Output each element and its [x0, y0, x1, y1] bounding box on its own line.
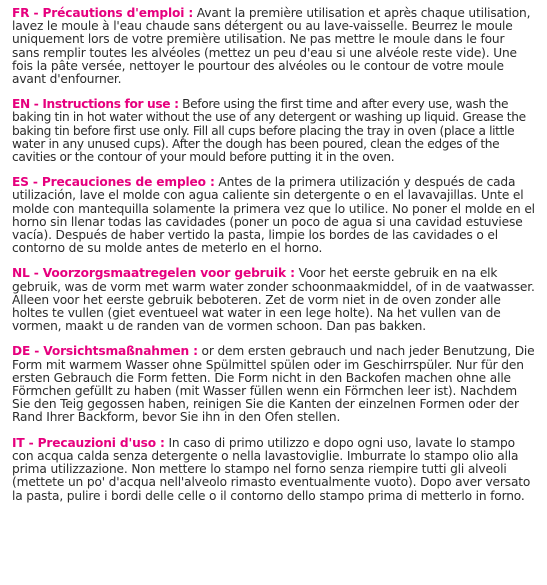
section-it-text: In caso di primo utilizzo e dopo ogni uso, lavate lo stampo con acqua calda senza detergente o nella lavastoviglie. Imburrate lo stampo olio alla prima utilizzazione. Non mettere lo stampo nel forno senza riempire tutti gli alveoli (mettete un po' d'acqua nell'alveolo rimasto eventualmente vuoto). Dopo aver versato la pasta, pulire i bordi delle celle o il contorno dello stampo prima di metterlo in forno.	[12, 435, 531, 503]
section-es	[12, 176, 535, 255]
section-fr-label: FR - Précautions d'emploi :	[12, 6, 194, 20]
section-nl	[12, 267, 535, 333]
section-it	[12, 437, 535, 503]
section-es-text: Antes de la primera utilización y después de cada utilización, lave el molde con agua caliente sin detergente o en el lavavajillas. Unte el molde con mantequilla solamente la primera vez que lo utilice. No poner el molde en el horno sin llenar todas las cavidades (poner un poco de agua si una cavidad estuviese vacía). Después de haber vertido la pasta, limpie los bordes de las cavidades o el contorno de su molde antes de meterlo en el horno.	[12, 175, 535, 256]
section-fr-text: Avant la première utilisation et après chaque utilisation, lavez le moule à l'eau chaude sans détergent ou au lave-vaisselle. Beurrez le moule uniquement lors de votre première utilisation. Ne pas mettre le moule dans le four sans remplir toutes les alvéoles (mettez un peu d'eau si une alvéole reste vide). Une fois la pâte versée, nettoyer le pourtour des alvéoles ou le contour de votre moule avant d'enfourner.	[12, 6, 531, 87]
section-es-label: ES - Precauciones de empleo :	[12, 175, 215, 190]
section-de-label: DE - Vorsichtsmaßnahmen :	[12, 344, 198, 359]
section-en	[12, 98, 535, 164]
section-de	[12, 345, 535, 424]
section-en-label: EN - Instructions for use :	[12, 97, 179, 112]
section-nl-text: Voor het eerste gebruik en na elk gebruik, was de vorm met warm water zonder schoonmaakmiddel, of in de vaatwasser. Alleen voor het eerste gebruik beboteren. Zet de vorm niet in de oven zonder alle holtes te vullen (giet eventueel wat water in een lege holte). Na het vullen van de vormen, maakt u de randen van de vormen schoon. Dan pas bakken.	[12, 266, 535, 334]
section-en-text: Before using the first time and after every use, wash the baking tin in hot water without the use of any detergent or washing up liquid. Grease the baking tin before first use only. Fill all cups before placing the tray in oven (place a little water in any unused cups). After the dough has been poured, clean the edges of the cavities or the contour of your mould before putting it in the oven.	[12, 97, 526, 165]
section-fr	[12, 7, 535, 86]
section-it-label: IT - Precauzioni d'uso :	[12, 435, 165, 450]
section-de-text: or dem ersten gebrauch und nach jeder Benutzung, Die Form mit warmem Wasser ohne Spülmittel spülen oder im Geschirrspüler. Nur für den ersten Gebrauch die Form fetten. Die Form nicht in den Backofen machen ohne alle Förmchen gefüllt zu haben (mit Wasser füllen wenn ein Förmchen leer ist). Nachdem Sie den Teig gegossen haben, reinigen Sie die Kanten der einzelnen Formen oder der Rand Ihrer Backform, bevor Sie ihn in den Ofen stellen.	[12, 344, 535, 425]
section-nl-label: NL - Voorzorgsmaatregelen voor gebruik :	[12, 266, 295, 281]
